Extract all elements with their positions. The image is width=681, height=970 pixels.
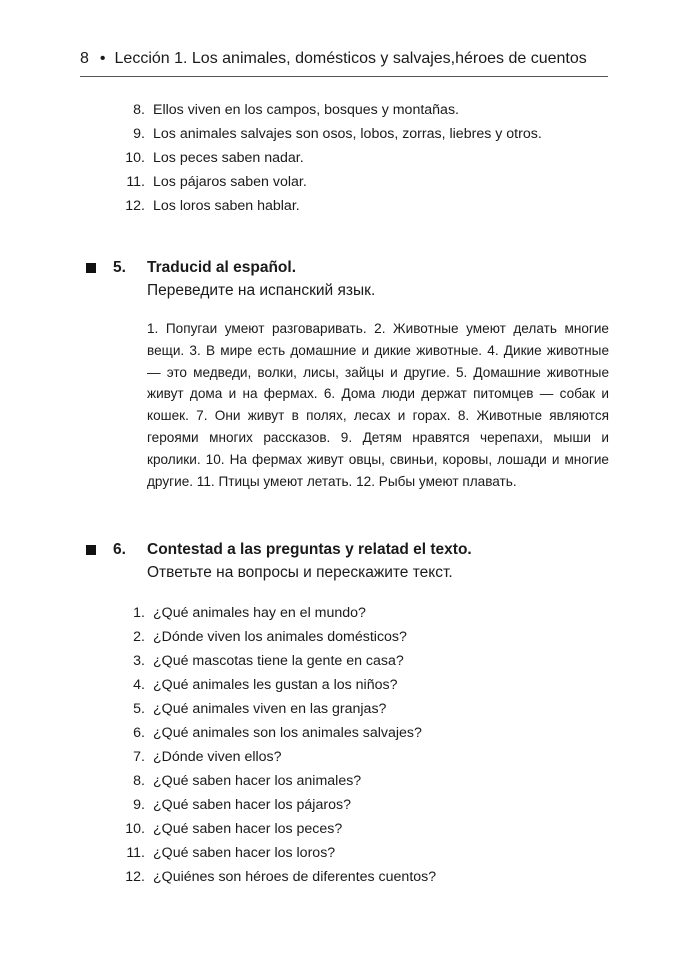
list-item: [0, 170, 681, 194]
questions-list: [0, 601, 681, 889]
running-header: [80, 49, 608, 69]
item-number: 2.: [133, 629, 145, 645]
item-number: 7.: [133, 749, 145, 765]
item-text: ¿Qué animales son los animales salvajes?: [153, 725, 422, 741]
item-number: 11.: [126, 845, 145, 861]
item-number: 4.: [133, 677, 145, 693]
item-text: ¿Qué mascotas tiene la gente en casa?: [153, 653, 404, 669]
list-item: [0, 841, 681, 865]
list-item: [0, 817, 681, 841]
list-item: [0, 98, 681, 122]
answer-list-continued: [0, 98, 681, 218]
exercise-subtitle: Переведите на испанский язык.: [147, 282, 376, 299]
header-separator: •: [99, 50, 106, 67]
item-number: 9.: [133, 126, 145, 142]
list-item: [0, 865, 681, 889]
square-bullet-icon: [86, 263, 96, 273]
item-text: ¿Qué animales hay en el mundo?: [153, 605, 366, 621]
item-number: 3.: [133, 653, 145, 669]
list-item: [0, 745, 681, 769]
item-text: ¿Qué animales les gustan a los niños?: [153, 677, 398, 693]
item-text: Ellos viven en los campos, bosques y montañas.: [153, 102, 459, 118]
item-text: Los loros saben hablar.: [153, 198, 300, 214]
header-divider: [80, 76, 608, 77]
item-number: 11.: [126, 174, 145, 190]
list-item: [0, 194, 681, 218]
item-text: Los pájaros saben volar.: [153, 174, 307, 190]
item-text: ¿Dónde viven ellos?: [153, 749, 282, 765]
translation-paragraph: 1. Попугаи умеют разговаривать. 2. Животные умеют делать многие вещи. 3. В мире есть домашние и дикие животные. 4. Дикие животные — это медведи, волки, лисы, зайцы и другие. 5. Домашние животные живут дома и на фермах. 6. Дома люди держат питомцев — собак и кошек. 7. Они живут в полях, лесах и горах. 8. Животные являются героями многих рассказов. 9. Детям нравятся черепахи, мыши и кролики. 10. На фермах живут овцы, свиньи, коровы, лошади и многие другие. 11. Птицы умеют летать. 12. Рыбы умеют плавать.: [147, 321, 609, 489]
item-number: 8.: [133, 102, 145, 118]
item-number: 12.: [125, 198, 145, 214]
list-item: [0, 721, 681, 745]
list-item: [0, 146, 681, 170]
list-item: [0, 769, 681, 793]
item-number: 1.: [133, 605, 145, 621]
list-item: [0, 673, 681, 697]
page-number: 8: [80, 50, 89, 67]
list-item: [0, 649, 681, 673]
item-number: 5.: [133, 701, 145, 717]
list-item: [0, 793, 681, 817]
item-number: 9.: [133, 797, 145, 813]
list-item: [0, 625, 681, 649]
square-bullet-icon: [86, 545, 96, 555]
item-text: ¿Qué saben hacer los peces?: [153, 821, 343, 837]
item-number: 10.: [125, 150, 145, 166]
item-text: ¿Qué saben hacer los loros?: [153, 845, 336, 861]
exercise-number: 6.: [113, 541, 126, 558]
item-text: ¿Qué saben hacer los animales?: [153, 773, 362, 789]
exercise-title: Traducid al español.: [147, 259, 297, 276]
item-text: ¿Quiénes son héroes de diferentes cuentos?: [153, 869, 437, 885]
list-item: [0, 601, 681, 625]
chapter-title: Lección 1. Los animales, domésticos y salvajes,héroes de cuentos: [114, 50, 587, 67]
exercise-title: Contestad a las preguntas y relatad el texto.: [147, 541, 472, 558]
item-text: ¿Qué animales viven en las granjas?: [153, 701, 387, 717]
list-item: [0, 122, 681, 146]
item-text: Los animales salvajes son osos, lobos, zorras, liebres y otros.: [153, 126, 542, 142]
item-text: Los peces saben nadar.: [153, 150, 304, 166]
exercise-number: 5.: [113, 259, 126, 276]
item-number: 10.: [125, 821, 145, 837]
item-text: ¿Dónde viven los animales domésticos?: [153, 629, 407, 645]
item-number: 6.: [133, 725, 145, 741]
item-text: ¿Qué saben hacer los pájaros?: [153, 797, 351, 813]
exercise-subtitle: Ответьте на вопросы и перескажите текст.: [147, 564, 453, 581]
list-item: [0, 697, 681, 721]
item-number: 12.: [125, 869, 145, 885]
item-number: 8.: [133, 773, 145, 789]
